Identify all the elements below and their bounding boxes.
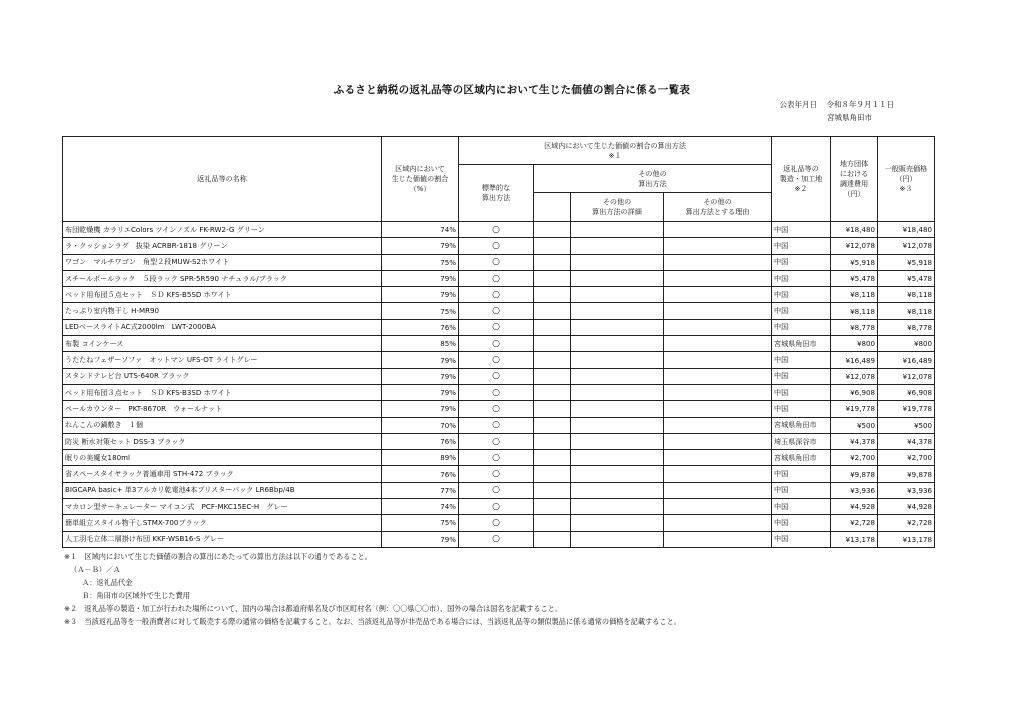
item-name: 布団乾燥機 カラリエColors ツインノズル FK-RW2-G グリーン [63,222,382,238]
header-other-detail: その他の 算出方法の詳細 [571,193,664,222]
standard-method-mark: ○ [459,531,534,547]
general-price: ¥8,778 [878,319,935,335]
header-name: 返礼品等の名称 [63,137,382,222]
value-ratio: 76% [382,433,459,449]
manufacture-location: 中国 [772,319,831,335]
item-name: 布製 コインケース [63,336,382,352]
other-method-reason-cell [664,531,772,547]
general-price: ¥12,078 [878,238,935,254]
procurement-cost: ¥19,778 [831,401,878,417]
other-method-detail-cell [571,417,664,433]
item-name: 人工羽毛立体二層掛け布団 KKF-WSB16-S グレー [63,531,382,547]
manufacture-location: 中国 [772,384,831,400]
other-method-cell [534,384,571,400]
general-price: ¥5,918 [878,254,935,270]
other-method-cell [534,433,571,449]
item-name: ラ・クッションラグ 抜染 ACRBR-1818 グリーン [63,238,382,254]
procurement-cost: ¥16,489 [831,352,878,368]
value-ratio: 75% [382,303,459,319]
standard-method-mark: ○ [459,336,534,352]
procurement-cost: ¥12,078 [831,238,878,254]
general-price: ¥5,478 [878,270,935,286]
procurement-cost: ¥5,918 [831,254,878,270]
header-ratio: 区域内において 生じた価値の割合 （%） [382,137,459,222]
publication-date-line [779,99,894,110]
item-name: ベッド用布団５点セット ＳＤ KFS-B5SD ホワイト [63,287,382,303]
value-ratio: 79% [382,287,459,303]
procurement-cost: ¥2,728 [831,515,878,531]
procurement-cost: ¥6,908 [831,384,878,400]
other-method-cell [534,401,571,417]
table-row [63,499,935,515]
procurement-cost: ¥4,378 [831,433,878,449]
other-method-reason-cell [664,368,772,384]
table-row [63,417,935,433]
manufacture-location: 中国 [772,287,831,303]
procurement-cost: ¥5,478 [831,270,878,286]
other-method-detail-cell [571,222,664,238]
general-price: ¥19,778 [878,401,935,417]
item-name: 省スペースタイヤラック普通車用 STH-472 ブラック [63,466,382,482]
header-method-group: 区域内において生じた価値の割合の算出方法 ※１ [459,137,772,165]
standard-method-mark: ○ [459,319,534,335]
other-method-detail-cell [571,238,664,254]
item-name: れんこんの鍋敷き １個 [63,417,382,433]
manufacture-location: 中国 [772,531,831,547]
standard-method-mark: ○ [459,515,534,531]
general-price: ¥2,728 [878,515,935,531]
procurement-cost: ¥8,118 [831,303,878,319]
other-method-detail-cell [571,515,664,531]
standard-method-mark: ○ [459,482,534,498]
procurement-cost: ¥13,178 [831,531,878,547]
table-row [63,466,935,482]
other-method-reason-cell [664,352,772,368]
other-method-detail-cell [571,319,664,335]
other-method-cell [534,352,571,368]
table-row [63,450,935,466]
general-price: ¥4,928 [878,499,935,515]
item-name: スチールポールラック ５段ラック SPR-5R590 ナチュラル/ブラック [63,270,382,286]
manufacture-location: 宮城県角田市 [772,336,831,352]
other-method-reason-cell [664,238,772,254]
other-method-detail-cell [571,531,664,547]
standard-method-mark: ○ [459,368,534,384]
other-method-cell [534,254,571,270]
general-price: ¥18,480 [878,222,935,238]
other-method-cell [534,336,571,352]
standard-method-mark: ○ [459,254,534,270]
procurement-cost: ¥12,078 [831,368,878,384]
value-ratio: 70% [382,417,459,433]
manufacture-location: 中国 [772,401,831,417]
manufacture-location: 中国 [772,254,831,270]
general-price: ¥8,118 [878,287,935,303]
footnote-3: ※３ 当該返礼品等を一般消費者に対して販売する際の通常の価格を記載すること。なお、当該返礼品等が非売品である場合には、当該返礼品等の類似製品に係る通常の価格を記載すること。 [64,617,681,626]
value-ratio: 79% [382,531,459,547]
value-ratio: 76% [382,319,459,335]
other-method-detail-cell [571,384,664,400]
other-method-detail-cell [571,466,664,482]
table-body [63,222,935,548]
other-method-cell [534,417,571,433]
standard-method-mark: ○ [459,401,534,417]
other-method-reason-cell [664,384,772,400]
other-method-detail-cell [571,433,664,449]
table-row [63,433,935,449]
other-method-reason-cell [664,222,772,238]
other-method-detail-cell [571,368,664,384]
manufacture-location: 中国 [772,466,831,482]
other-method-cell [534,450,571,466]
other-method-reason-cell [664,450,772,466]
general-price: ¥3,936 [878,482,935,498]
value-ratio: 79% [382,401,459,417]
header-standard: 標準的な 算出方法 [459,165,534,222]
value-ratio: 85% [382,336,459,352]
table-row [63,270,935,286]
table-row [63,303,935,319]
manufacture-location: 中国 [772,499,831,515]
table-row [63,222,935,238]
other-method-cell [534,287,571,303]
table-row [63,254,935,270]
item-name: ベッド用布団３点セット ＳＤ KFS-B3SD ホワイト [63,384,382,400]
manufacture-location: 埼玉県深谷市 [772,433,831,449]
value-ratio: 79% [382,368,459,384]
procurement-cost: ¥4,928 [831,499,878,515]
footnote-1: ※１ 区域内において生じた価値の割合の算出にあたっての算出方法は以下の通りであること。 [64,552,372,561]
standard-method-mark: ○ [459,238,534,254]
table-row [63,368,935,384]
standard-method-mark: ○ [459,384,534,400]
standard-method-mark: ○ [459,270,534,286]
procurement-cost: ¥8,118 [831,287,878,303]
manufacture-location: 中国 [772,222,831,238]
table-row [63,287,935,303]
standard-method-mark: ○ [459,499,534,515]
value-ratio: 74% [382,499,459,515]
value-ratio: 89% [382,450,459,466]
procurement-cost: ¥800 [831,336,878,352]
table-row [63,482,935,498]
general-price: ¥4,378 [878,433,935,449]
item-name: BIGCAPA basic+ 単3アルカリ乾電池4本ブリスターパック LR6Bbp/4B [63,482,382,498]
manufacture-location: 中国 [772,270,831,286]
general-price: ¥6,908 [878,384,935,400]
header-other-blank [534,193,571,222]
other-method-reason-cell [664,303,772,319]
other-method-reason-cell [664,287,772,303]
general-price: ¥16,489 [878,352,935,368]
other-method-reason-cell [664,482,772,498]
other-method-detail-cell [571,450,664,466]
value-ratio: 76% [382,466,459,482]
other-method-cell [534,222,571,238]
item-name: ワゴン マルチワゴン 角型２段MUW-S2ホワイト [63,254,382,270]
standard-method-mark: ○ [459,222,534,238]
other-method-reason-cell [664,417,772,433]
item-name: ペールカウンター PKT-8670R ウォールナット [63,401,382,417]
procurement-cost: ¥8,778 [831,319,878,335]
value-ratio: 79% [382,238,459,254]
general-price: ¥500 [878,417,935,433]
standard-method-mark: ○ [459,287,534,303]
header-price: 一般販売価格 （円） ※３ [878,137,935,222]
footnote-a: Ａ：返礼品代金 [82,578,133,587]
general-price: ¥8,118 [878,303,935,319]
manufacture-location: 宮城県角田市 [772,450,831,466]
other-method-cell [534,238,571,254]
table-row [63,319,935,335]
value-ratio: 79% [382,270,459,286]
manufacture-location: 中国 [772,515,831,531]
procurement-cost: ¥500 [831,417,878,433]
other-method-cell [534,270,571,286]
table-row [63,238,935,254]
header-cost: 地方団体 における 調達費用 （円） [831,137,878,222]
value-ratio: 79% [382,384,459,400]
item-name: マカロン型サーキュレーター マイコン式 PCF-MKC15EC-H グレー [63,499,382,515]
footnote-b: Ｂ：角田市の区域外で生じた費用 [82,591,190,600]
other-method-detail-cell [571,254,664,270]
value-ratio: 75% [382,254,459,270]
other-method-reason-cell [664,270,772,286]
value-ratio: 75% [382,515,459,531]
item-name: 眠りの美魔女180ml [63,450,382,466]
publication-date-label: 公表年月日 [779,100,817,109]
table-row [63,336,935,352]
item-name: 防災 断水対策セット DSS-3 ブラック [63,433,382,449]
header-other-group: その他の 算出方法 [534,165,772,193]
other-method-detail-cell [571,270,664,286]
manufacture-location: 中国 [772,352,831,368]
footnotes [64,550,681,628]
other-method-detail-cell [571,303,664,319]
header-location: 返礼品等の 製造・加工地 ※２ [772,137,831,222]
other-method-reason-cell [664,254,772,270]
manufacture-location: 宮城県角田市 [772,417,831,433]
returns-table [62,136,935,548]
other-method-cell [534,303,571,319]
document-title: ふるさと納税の返礼品等の区域内において生じた価値の割合に係る一覧表 [333,84,691,96]
other-method-detail-cell [571,352,664,368]
table-row [63,384,935,400]
other-method-reason-cell [664,466,772,482]
manufacture-location: 中国 [772,368,831,384]
item-name: スタンドテレビ台 UTS-640R ブラック [63,368,382,384]
standard-method-mark: ○ [459,466,534,482]
footnote-formula: （Ａ－Ｂ）／Ａ [70,565,121,574]
publication-date-value: 令和８年９月１１日 [826,100,894,109]
standard-method-mark: ○ [459,433,534,449]
other-method-reason-cell [664,433,772,449]
footnote-2: ※２ 返礼品等の製造・加工が行われた場所について、国内の場合は都道府県名及び市区町村名（例：〇〇県〇〇市）、国外の場合は国名を記載すること。 [64,604,563,613]
other-method-detail-cell [571,336,664,352]
manufacture-location: 中国 [772,482,831,498]
manufacture-location: 中国 [772,303,831,319]
general-price: ¥13,178 [878,531,935,547]
other-method-detail-cell [571,287,664,303]
other-method-cell [534,466,571,482]
standard-method-mark: ○ [459,303,534,319]
other-method-cell [534,499,571,515]
other-method-reason-cell [664,499,772,515]
item-name: うたたねフェザーソファ オットマン UFS-OT ライトグレー [63,352,382,368]
procurement-cost: ¥9,878 [831,466,878,482]
general-price: ¥2,700 [878,450,935,466]
other-method-cell [534,531,571,547]
manufacture-location: 中国 [772,238,831,254]
standard-method-mark: ○ [459,450,534,466]
table-row [63,352,935,368]
item-name: 簡単組立スタイル物干しSTMX-700ブラック [63,515,382,531]
other-method-detail-cell [571,482,664,498]
value-ratio: 74% [382,222,459,238]
table-row [63,515,935,531]
procurement-cost: ¥3,936 [831,482,878,498]
general-price: ¥800 [878,336,935,352]
general-price: ¥9,878 [878,466,935,482]
other-method-reason-cell [664,401,772,417]
table-row [63,531,935,547]
other-method-reason-cell [664,515,772,531]
value-ratio: 77% [382,482,459,498]
item-name: LEDベースライトAC式2000lm LWT-2000BA [63,319,382,335]
item-name: たっぷり室内物干し H-MR90 [63,303,382,319]
other-method-cell [534,515,571,531]
table-row [63,401,935,417]
other-method-reason-cell [664,319,772,335]
header-other-reason: その他の 算出方法とする理由 [664,193,772,222]
standard-method-mark: ○ [459,417,534,433]
other-method-detail-cell [571,401,664,417]
municipality-name: 宮城県角田市 [827,113,872,122]
other-method-cell [534,368,571,384]
value-ratio: 79% [382,352,459,368]
procurement-cost: ¥18,480 [831,222,878,238]
other-method-detail-cell [571,499,664,515]
standard-method-mark: ○ [459,352,534,368]
other-method-reason-cell [664,336,772,352]
general-price: ¥12,078 [878,368,935,384]
other-method-cell [534,482,571,498]
other-method-cell [534,319,571,335]
procurement-cost: ¥2,700 [831,450,878,466]
